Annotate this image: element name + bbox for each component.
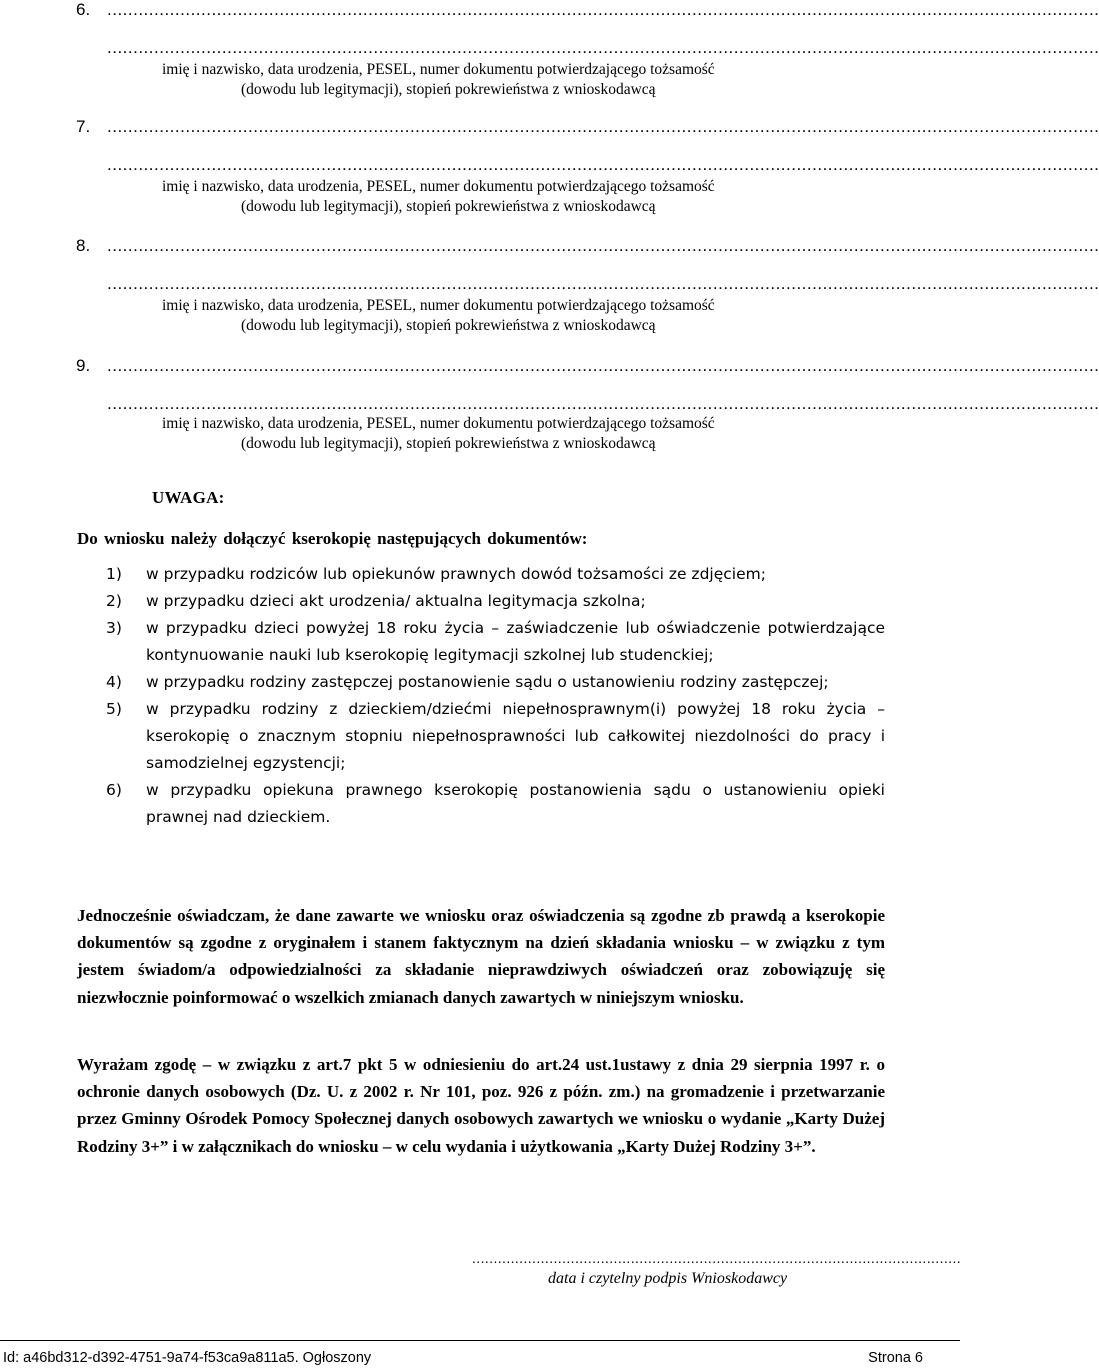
entry-fill-line: .............................................................................................................................................................................................. [107, 155, 1099, 174]
entry-caption-line2: (dowodu lub legitymacji), stopień pokrewieństwa z wnioskodawcą [241, 81, 656, 98]
list-item-text: w przypadku rodziców lub opiekunów prawnych dowód tożsamości ze zdjęciem; [146, 565, 766, 583]
list-item-number: 1) [106, 565, 122, 583]
entry-fill-line: .............................................................................................................................................................................................. [107, 356, 1099, 375]
entry-line-1 [0, 117, 1099, 139]
list-item [78, 696, 885, 777]
entry-number: 6. [76, 0, 91, 19]
entry-line-1 [0, 0, 1099, 22]
entry-caption-line1: imię i nazwisko, data urodzenia, PESEL, numer dokumentu potwierdzającego tożsamość [162, 297, 715, 314]
entry-fill-line: .............................................................................................................................................................................................. [107, 274, 1099, 293]
list-item-text: w przypadku opiekuna prawnego kserokopię postanowienia sądu o ustanowieniu opieki prawnej nad dzieckiem. [146, 781, 885, 826]
entry-fill-line: .............................................................................................................................................................................................. [107, 38, 1099, 57]
list-item-number: 2) [106, 592, 122, 610]
list-item-text: w przypadku rodziny z dzieckiem/dziećmi niepełnosprawnym(i) powyżej 18 roku życia – kserokopię o znacznym stopniu niepełnosprawności lub całkowitej niezdolności do pracy i samodzielnej egzystencji; [146, 700, 885, 772]
entry-caption-line1: imię i nazwisko, data urodzenia, PESEL, numer dokumentu potwierdzającego tożsamość [162, 415, 715, 432]
page-number: Strona 6 [868, 1350, 923, 1366]
signature-caption: data i czytelny podpis Wnioskodawcy [548, 1270, 788, 1287]
list-item [78, 669, 885, 696]
entry-fill-line: .............................................................................................................................................................................................. [107, 0, 1099, 19]
footer-divider [0, 1340, 960, 1341]
consent-paragraph: Wyrażam zgodę – w związku z art.7 pkt 5 w odniesieniu do art.24 ust.1ustawy z dnia 29 sierpnia 1997 r. o ochronie danych osobowych (Dz. U. z 2002 r. Nr 101, poz. 926 z późn. zm.) na gromadzenie i przetwarzanie przez Gminny Ośrodek Pomocy Społecznej danych osobowych zawartych we wniosku o wydanie „Karty Dużej Rodziny 3+” i w załącznikach do wniosku – w celu wydania i użytkowania „Karty Dużej Rodziny 3+”. [77, 1055, 885, 1156]
entry-fill-line: .............................................................................................................................................................................................. [107, 236, 1099, 255]
list-item-text: w przypadku dzieci akt urodzenia/ aktualna legitymacja szkolna; [146, 592, 646, 610]
list-item-number: 6) [106, 781, 122, 799]
document-id: Id: a46bd312-d392-4751-9a74-f53ca9a811a5. Ogłoszony [3, 1350, 372, 1366]
required-documents-heading: Do wniosku należy dołączyć kserokopię następujących dokumentów: [77, 529, 588, 548]
list-item [78, 777, 885, 831]
entry-line-1 [0, 356, 1099, 378]
entry-caption-line1: imię i nazwisko, data urodzenia, PESEL, numer dokumentu potwierdzającego tożsamość [162, 178, 715, 195]
entry-number: 7. [76, 117, 91, 136]
signature-line: .................................................................................................................. [472, 1250, 962, 1266]
entry-caption-line2: (dowodu lub legitymacji), stopień pokrewieństwa z wnioskodawcą [241, 435, 656, 452]
list-item [78, 588, 885, 615]
entry-caption-line2: (dowodu lub legitymacji), stopień pokrewieństwa z wnioskodawcą [241, 198, 656, 215]
list-item [78, 615, 885, 669]
list-item [78, 561, 885, 588]
entry-caption-line2: (dowodu lub legitymacji), stopień pokrewieństwa z wnioskodawcą [241, 317, 656, 334]
list-item-text: w przypadku rodziny zastępczej postanowienie sądu o ustanowieniu rodziny zastępczej; [146, 673, 829, 691]
entry-number: 8. [76, 236, 91, 255]
entry-line-2 [0, 274, 1099, 296]
entry-line-1 [0, 236, 1099, 258]
list-item-number: 4) [106, 673, 122, 691]
entry-caption-line1: imię i nazwisko, data urodzenia, PESEL, numer dokumentu potwierdzającego tożsamość [162, 61, 715, 78]
notice-title: UWAGA: [152, 488, 225, 507]
entry-fill-line: .............................................................................................................................................................................................. [107, 394, 1099, 413]
list-item-number: 5) [106, 700, 122, 718]
entry-line-2 [0, 38, 1099, 60]
entry-line-2 [0, 394, 1099, 416]
list-item-number: 3) [106, 619, 122, 637]
list-item-text: w przypadku dzieci powyżej 18 roku życia – zaświadczenie lub oświadczenie potwierdzające kontynuowanie nauki lub kserokopię legitymacji szkolnej lub studenckiej; [146, 619, 885, 664]
required-documents-list [78, 561, 885, 831]
declaration-paragraph: Jednocześnie oświadczam, że dane zawarte we wniosku oraz oświadczenia są zgodne zb prawdą a kserokopie dokumentów są zgodne z oryginałem i stanem faktycznym na dzień składania wniosku – w związku z tym jestem świadom/a odpowiedzialności za składanie nieprawdziwych oświadczeń oraz zobowiązuję się niezwłocznie poinformować o wszelkich zmianach danych zawartych w niniejszym wniosku. [77, 906, 885, 1007]
entry-line-2 [0, 155, 1099, 177]
entry-fill-line: .............................................................................................................................................................................................. [107, 117, 1099, 136]
entry-number: 9. [76, 356, 91, 375]
